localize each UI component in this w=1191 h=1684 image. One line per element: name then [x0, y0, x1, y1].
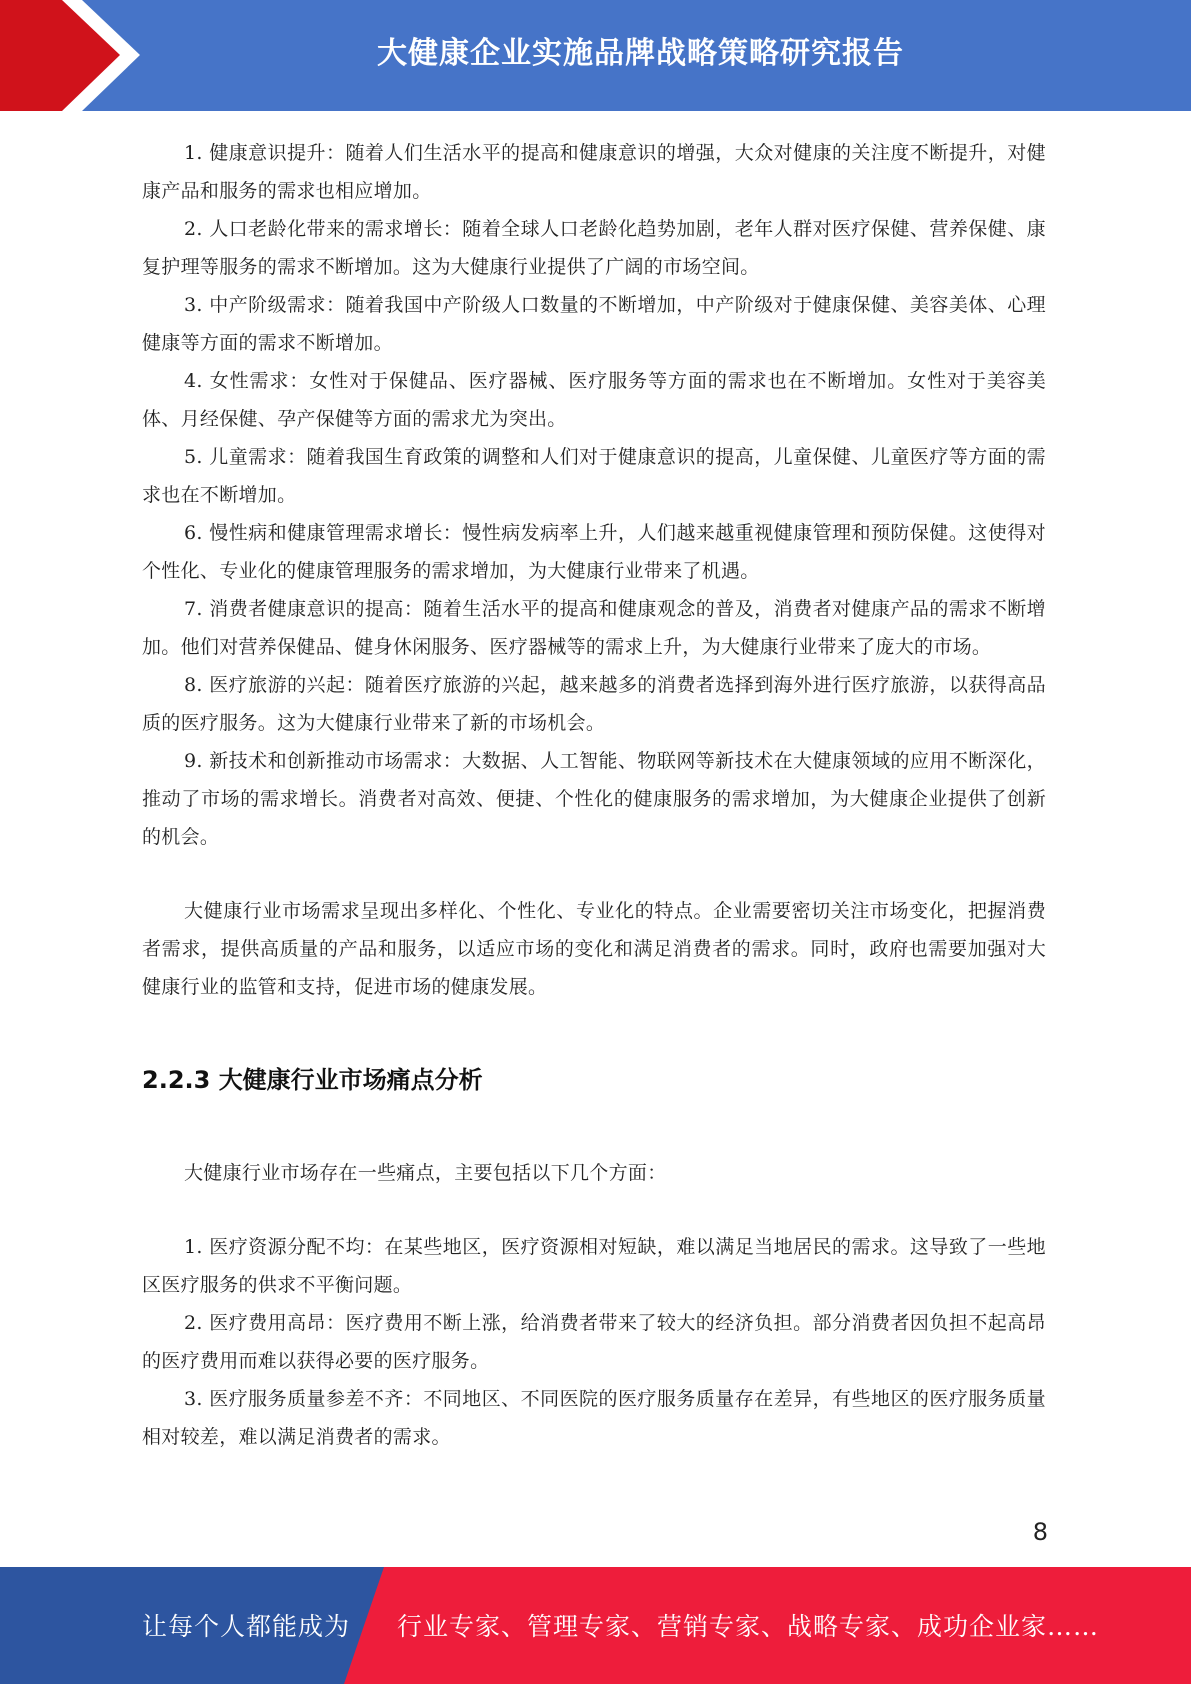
summary-paragraph: 大健康行业市场需求呈现出多样化、个性化、专业化的特点。企业需要密切关注市场变化，把握消费者需求，提供高质量的产品和服务，以适应市场的变化和满足消费者的需求。同时，政府也需要加强对大健康行业的监管和支持，促进市场的健康发展。 [142, 900, 1046, 998]
page-header [0, 0, 1191, 111]
footer-slogan-left: 让每个人都能成为 [142, 1612, 351, 1641]
pain-item-3: 3. 医疗服务质量参差不齐：不同地区、不同医院的医疗服务质量存在差异，有些地区的医疗服务质量相对较差，难以满足消费者的需求。 [142, 1388, 1046, 1448]
demand-item-3: 3. 中产阶级需求：随着我国中产阶级人口数量的不断增加，中产阶级对于健康保健、美容美体、心理健康等方面的需求不断增加。 [142, 294, 1046, 354]
demand-item-9: 9. 新技术和创新推动市场需求：大数据、人工智能、物联网等新技术在大健康领域的应用不断深化，推动了市场的需求增长。消费者对高效、便捷、个性化的健康服务的需求增加，为大健康企业提供了创新的机会。 [142, 750, 1046, 848]
report-title: 大健康企业实施品牌战略策略研究报告 [377, 36, 904, 71]
page-body [142, 134, 1046, 1456]
demand-item-2: 2. 人口老龄化带来的需求增长：随着全球人口老龄化趋势加剧，老年人群对医疗保健、营养保健、康复护理等服务的需求不断增加。这为大健康行业提供了广阔的市场空间。 [142, 218, 1046, 278]
demand-item-5: 5. 儿童需求：随着我国生育政策的调整和人们对于健康意识的提高，儿童保健、儿童医疗等方面的需求也在不断增加。 [142, 446, 1046, 506]
pain-intro: 大健康行业市场存在一些痛点，主要包括以下几个方面： [184, 1162, 667, 1184]
page-number: 8 [1032, 1518, 1048, 1546]
demand-item-7: 7. 消费者健康意识的提高：随着生活水平的提高和健康观念的普及，消费者对健康产品的需求不断增加。他们对营养保健品、健身休闲服务、医疗器械等的需求上升，为大健康行业带来了庞大的市场。 [142, 598, 1046, 658]
page-footer [0, 1567, 1191, 1684]
pain-item-1: 1. 医疗资源分配不均：在某些地区，医疗资源相对短缺，难以满足当地居民的需求。这导致了一些地区医疗服务的供求不平衡问题。 [142, 1236, 1046, 1296]
demand-item-1: 1. 健康意识提升：随着人们生活水平的提高和健康意识的增强，大众对健康的关注度不断提升，对健康产品和服务的需求也相应增加。 [142, 142, 1046, 202]
header-arrow-decoration [0, 0, 140, 111]
demand-item-8: 8. 医疗旅游的兴起：随着医疗旅游的兴起，越来越多的消费者选择到海外进行医疗旅游，以获得高品质的医疗服务。这为大健康行业带来了新的市场机会。 [142, 674, 1046, 734]
pain-item-2: 2. 医疗费用高昂：医疗费用不断上涨，给消费者带来了较大的经济负担。部分消费者因负担不起高昂的医疗费用而难以获得必要的医疗服务。 [142, 1312, 1046, 1372]
section-heading: 2.2.3 大健康行业市场痛点分析 [142, 1066, 483, 1094]
demand-item-6: 6. 慢性病和健康管理需求增长：慢性病发病率上升，人们越来越重视健康管理和预防保健。这使得对个性化、专业化的健康管理服务的需求增加，为大健康行业带来了机遇。 [142, 522, 1046, 582]
demand-item-4: 4. 女性需求：女性对于保健品、医疗器械、医疗服务等方面的需求也在不断增加。女性对于美容美体、月经保健、孕产保健等方面的需求尤为突出。 [142, 370, 1046, 430]
footer-slogan-right: 行业专家、管理专家、营销专家、战略专家、成功企业家…… [397, 1612, 1100, 1641]
